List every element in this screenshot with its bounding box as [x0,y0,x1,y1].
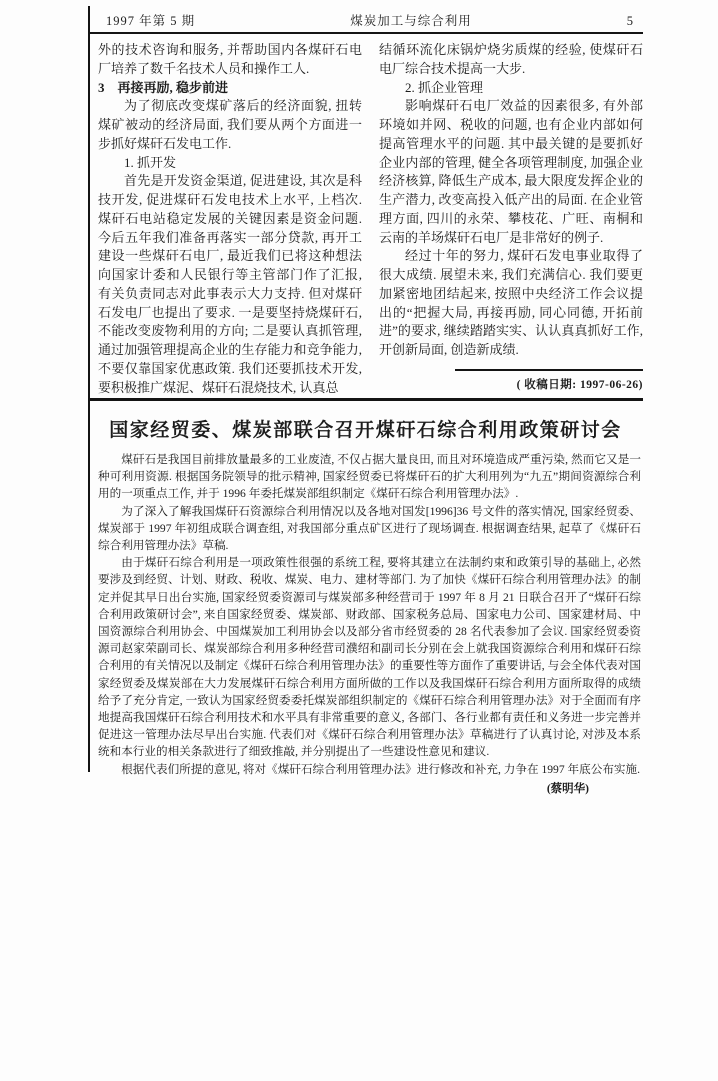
paragraph: 为了彻底改变煤矿落后的经济面貌, 扭转煤矿被动的经济局面, 我们要从两个方面进一步抓好煤矸石发电工作. [98,98,362,151]
header-rule [88,32,643,34]
article1 [98,41,643,397]
paragraph: 为了深入了解我国煤矸石资源综合利用情况以及各地对国发[1996]36 号文件的落实情况, 国家经贸委、煤炭部于 1997 年初组成联合调查组, 对我国部分重点矿区进行了现场调查. 根据调查结果, 起草了《煤矸石综合利用管理办法》草稿. [98,504,641,553]
paragraph: 首先是开发资金渠道, 促进建设, 其次是科技开发, 促进煤矸石发电技术上水平, 上档次. 煤矸石电站稳定发展的关键因素是资金问题. 今后五年我们准备再落实一部分贷款, 再开工建设一些煤矸石电厂, 最近我们已将这种想法向国家计委和人民银行等主管部门作了汇报, 有关负责同志对此事表示大力支持. 但对煤矸石发电厂也提出了要求. 一是要坚持烧煤矸石, 不能改变废物利用的方向; 二是要认真抓管理, 通过加强管理提高企业的生存能力和竞争能力, 不要仅靠国家优惠政策. 我们还要抓技术开发, 要积极推广煤泥、煤矸石混烧技术, 认真总 [98,173,362,395]
paragraph: 煤矸石是我国目前排放量最多的工业废渣, 不仅占据大量良田, 而且对环境造成严重污染, 然而它又是一种可利用资源. 根据国务院领导的批示精神, 国家经贸委已将煤矸石的扩大利用列为“九五”期间资源综合利用的一项重点工作, 并于 1996 年委托煤炭部组织制定《煤矸石综合利用管理办法》. [98,453,641,501]
journal-title: 煤炭加工与综合利用 [350,14,472,28]
paragraph: 经过十年的努力, 煤矸石发电事业取得了很大成绩. 展望未来, 我们充满信心. 我们要更加紧密地团结起来, 按照中央经济工作会议提出的“把握大局, 再接再励, 同心同德, 开拓前进”的要求, 继续踏踏实实、认认真真抓好工作, 开创新局面, 创造新成绩. [379,248,643,357]
received-date-rule [455,369,643,371]
page-header [106,11,634,29]
page-number: 5 [626,14,634,28]
subsection-heading: 2. 抓企业管理 [405,79,484,95]
paragraph-continuation: 外的技术咨询和服务, 并帮助国内各煤矸石电厂培养了数千名技术人员和操作工人. [98,42,362,76]
section-divider-rule [88,398,643,401]
article1-left-column [98,41,362,397]
article2-title: 国家经贸委、煤炭部联合召开煤矸石综合利用政策研讨会 [109,420,622,441]
paragraph: 影响煤矸石电厂效益的因素很多, 有外部环境如并网、税收的问题, 也有企业内部如何提高管理水平的问题. 其中最关键的是要抓好企业内部的管理, 健全各项管理制度, 加强企业经济核算, 降低生产成本, 最大限度发挥企业的生产潜力, 改变高投入低产出的局面. 在企业管理方面, 四川的永荣、攀枝花、广旺、南桐和云南的羊场煤矸石电厂是非常好的例子. [379,98,643,245]
section-heading: 3 再接再励, 稳步前进 [98,79,229,95]
author-signature: (蔡明华) [546,782,589,795]
paragraph: 由于煤矸石综合利用是一项政策性很强的系统工程, 要将其建立在法制约束和政策引导的基础上, 必然要涉及到经贸、计划、财政、税收、煤炭、电力、建材等部门. 为了加快《煤矸石综合利用管理办法》的制定并促其早日出台实施, 国家经贸委资源司与煤炭部多种经营司于 1997 年 8 月 21 日联合召开了“煤矸石综合利用政策研讨会”, 来自国家经贸委、煤炭部、财政部、国家税务总局、国家电力公司、国家建材局、中国资源综合利用协会、中国煤炭加工利用协会以及部分省市经贸委的 28 名代表参加了会议. 国家经贸委资源司赵家荣副司长、煤炭部综合利用多种经营司濮绍和副司长分别在会上就我国资源综合利用和煤矸石综合利用的有关情况以及制定《煤矸石综合利用管理办法》的重要性等方面作了重要讲话, 与会全体代表对国家经贸委及煤炭部在大力发展煤矸石综合利用方面所做的工作以及我国煤矸石综合利用方面所取得的成绩给予了充分肯定, 一致认为国家经贸委委托煤炭部组织制定的《煤矸石综合利用管理办法》对于全面而有序地提高我国煤矸石综合利用技术和水平具有非常重要的意义, 各部门、各行业都有责任和义务进一步完善并促进这一管理办法尽早出台实施. 代表们对《煤矸石综合利用管理办法》草稿进行了认真讨论, 对涉及本系统和本行业的相关条款进行了细致推敲, 并分别提出了一些建设性意见和建议. [98,556,641,759]
subsection-heading: 1. 抓开发 [124,154,177,170]
received-date: ( 收稿日期: 1997-06-26) [516,378,643,391]
paragraph-continuation: 结循环流化床锅炉烧劣质煤的经验, 使煤矸石电厂综合技术提高一大步. [379,42,643,76]
paragraph: 根据代表们所提的意见, 将对《煤矸石综合利用管理办法》进行修改和补充, 力争在 1997 年底公布实施. [121,762,641,776]
article2-body [98,451,641,798]
issue-label: 1997 年第 5 期 [106,14,196,28]
article1-right-column [379,41,643,397]
left-border-rule [88,6,90,772]
